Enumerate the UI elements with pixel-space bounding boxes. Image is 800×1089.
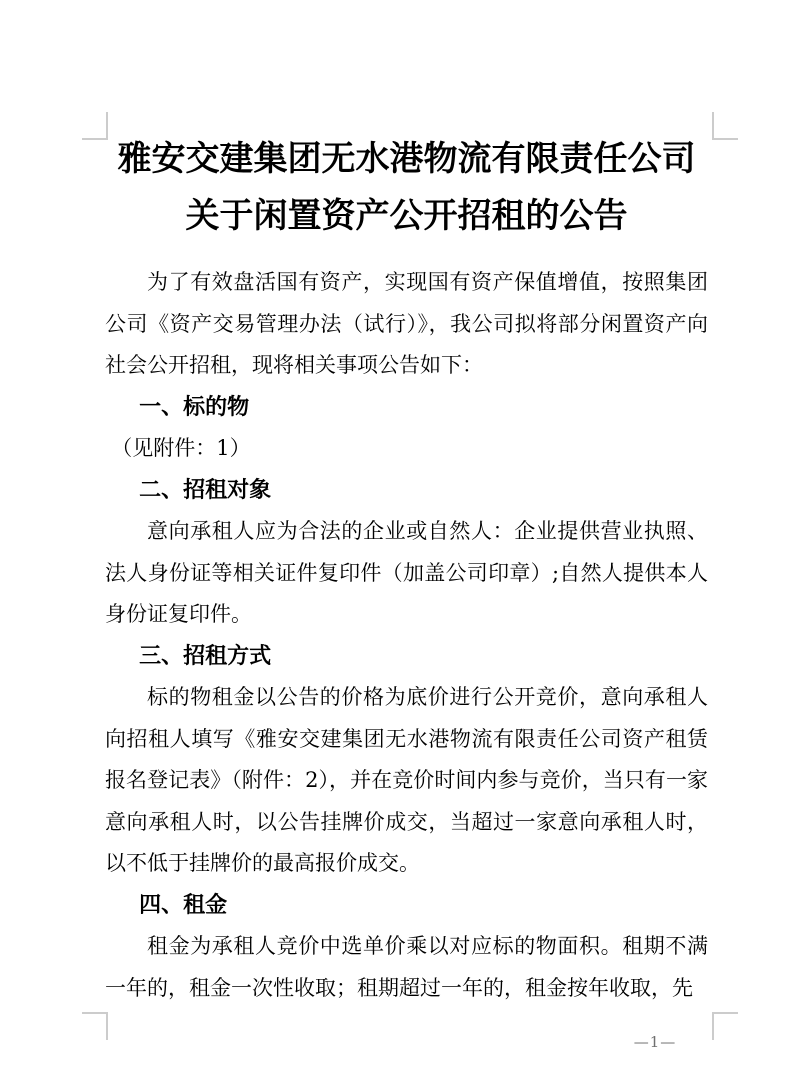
document-title-line-2: 关于闲置资产公开招租的公告 <box>185 196 628 236</box>
text-boundary-mark-bottom-right <box>712 1012 738 1040</box>
section-body-2: 意向承租人应为合法的企业或自然人：企业提供营业执照、法人身份证等相关证件复印件（加盖公司印章）;自然人提供本人身份证复印件。 <box>105 519 708 626</box>
document-body <box>105 262 708 1009</box>
intro-paragraph: 为了有效盘活国有资产，实现国有资产保值增值，按照集团公司《资产交易管理办法（试行）》，我公司拟将部分闲置资产向社会公开招租，现将相关事项公告如下： <box>105 270 708 377</box>
document-title <box>105 131 708 245</box>
page-number: —1— <box>633 1033 677 1051</box>
text-boundary-mark-top-right <box>712 112 738 140</box>
section-body-1: （见附件：1） <box>111 436 251 460</box>
section-heading-3: 三、招租方式 <box>139 643 272 669</box>
text-boundary-mark-bottom-left <box>82 1012 108 1040</box>
section-heading-4: 四、租金 <box>139 892 228 918</box>
section-heading-1: 一、标的物 <box>139 394 250 420</box>
section-body-4: 租金为承租人竞价中选单价乘以对应标的物面积。租期不满一年的，租金一次性收取；租期超过一年的，租金按年收取，先 <box>105 934 708 1000</box>
section-body-3: 标的物租金以公告的价格为底价进行公开竞价，意向承租人向招租人填写《雅安交建集团无水港物流有限责任公司资产租赁报名登记表》（附件：2），并在竞价时间内参与竞价，当只有一家意向承租人时，以公告挂牌价成交，当超过一家意向承租人时，以不低于挂牌价的最高报价成交。 <box>105 685 708 875</box>
document-title-line-1: 雅安交建集团无水港物流有限责任公司 <box>117 139 696 179</box>
section-heading-2: 二、招租对象 <box>139 477 272 503</box>
